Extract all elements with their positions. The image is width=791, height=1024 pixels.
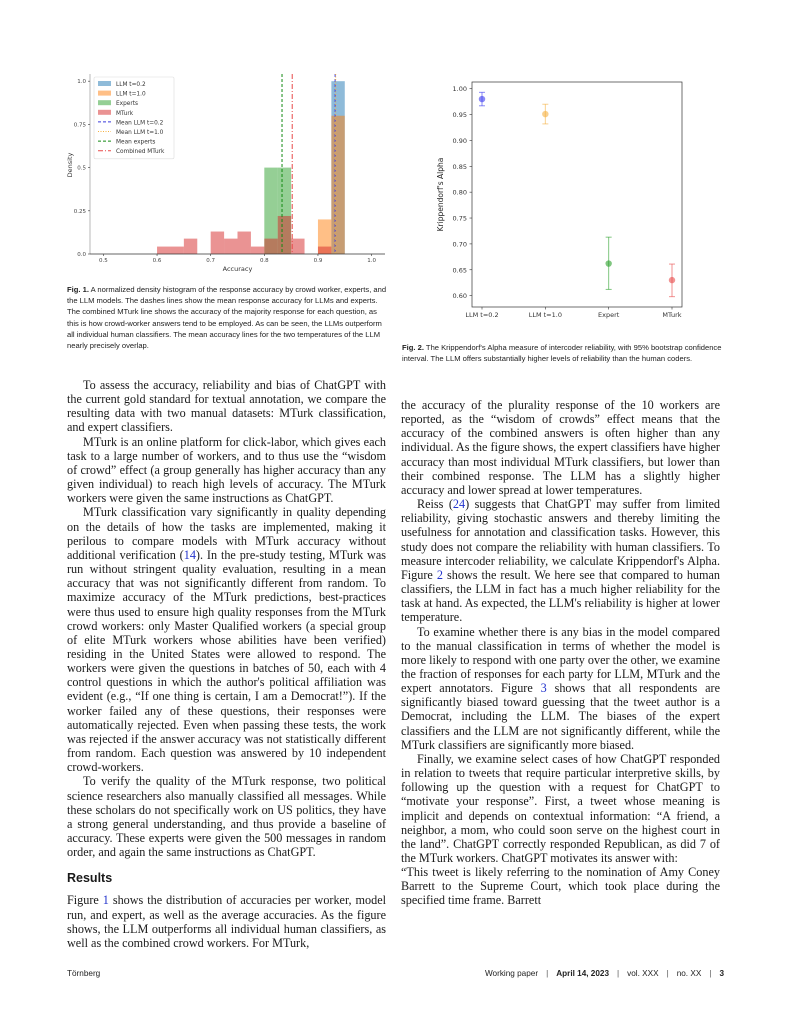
block-quote: “This tweet is likely referring to the nomination of Amy Coney Barrett to the Supreme Court, which took place during the specified time frame. Barrett bbox=[401, 865, 720, 908]
figure-2-caption-text: The Krippendorf's Alpha measure of intercoder reliability, with 95% bootstrap confidence interval. The LLM offers substantially higher levels of reliability than the human coders. bbox=[402, 343, 722, 364]
section-heading-results: Results bbox=[67, 871, 113, 886]
y-tick-label: 0.0 bbox=[77, 252, 86, 258]
histogram-bar bbox=[170, 247, 183, 254]
legend-swatch bbox=[98, 81, 111, 86]
text-span: To examine whether there is any bias in the model compared to the manual classification in terms of whether the model is more likely to respond with one party over the other, we examine the fraction of responses for each party for LLM, MTurk and the expert annotators. Figure bbox=[401, 624, 720, 696]
paragraph: To verify the quality of the MTurk response, two political science researchers also manually classified all messages. While these scholars do not specifically work on US politics, they have a strong general understanding, and thus provide a baseline of accuracy. These experts were given the 500 messages in random order, and again the same instructions as ChatGPT. bbox=[67, 774, 386, 860]
histogram-bar bbox=[318, 247, 331, 254]
footer-volume: vol. XXX bbox=[627, 969, 659, 978]
right-column bbox=[401, 398, 720, 908]
legend-swatch bbox=[98, 110, 111, 115]
text-span: shows the result. We here see that compared to human classifiers, the LLM in fact has a much higher reliability for the task at hand. As expected, the LLM's reliability is higher at lower temperature. bbox=[401, 567, 720, 625]
figure-2-label: Fig. 2. bbox=[402, 343, 424, 352]
legend-label: LLM t=1.0 bbox=[116, 91, 146, 98]
paragraph bbox=[401, 497, 720, 624]
plot-frame bbox=[472, 82, 682, 307]
citation-link[interactable]: 24 bbox=[452, 497, 466, 512]
text-span: shows that all respondents are significantly biased toward guessing that the tweet author is a Democrat, including the LLM. The biases of the expert classifiers and the LLM are not significantly different, while the MTurk classifiers are significantly more biased. bbox=[401, 681, 720, 752]
left-column bbox=[67, 378, 386, 950]
paragraph bbox=[401, 625, 720, 752]
x-tick-label: 0.5 bbox=[99, 258, 108, 264]
y-tick-label: 0.65 bbox=[452, 266, 467, 275]
text-span: ) suggests that ChatGPT may suffer from limited reliability, giving stochastic answers and thereby limiting the usefulness for annotation and classification tasks. However, this study does not compare the reliability with human classifiers. To measure intercoder reliability, we calculate Krippendorf's Alpha. Figure bbox=[401, 497, 720, 582]
text-span: MTurk classification vary significantly in quality depending on the details of how the tasks are implemented, making it perilous to compare models with MTurk accuracy without additional verification ( bbox=[67, 505, 386, 562]
data-point bbox=[669, 277, 675, 283]
histogram-bar bbox=[251, 247, 264, 254]
legend-label: LLM t=0.2 bbox=[116, 82, 146, 88]
x-tick-label: Expert bbox=[598, 311, 620, 319]
histogram-bar bbox=[331, 116, 344, 254]
x-tick-label: MTurk bbox=[662, 311, 682, 319]
paragraph: MTurk is an online platform for click-labor, which gives each task to a large number of workers, and to thus use the “wisdom of crowd” effect (a group generally has higher accuracy than any given individual) to reach high levels of accuracy. The MTurk workers were given the same instructions as ChatGPT. bbox=[67, 434, 386, 506]
histogram-bar bbox=[278, 216, 291, 254]
y-tick-label: 0.25 bbox=[73, 208, 86, 215]
text-span: shows the distribution of accuracies per worker, model run, and expert, as well as the average accuracies. As the figure shows, the LLM outperforms all individual human classifiers, as well as the combined crowd workers. For MTurk, bbox=[67, 893, 386, 950]
figure-2-caption bbox=[402, 342, 724, 364]
figure-link[interactable]: 3 bbox=[540, 681, 547, 696]
footer-separator: | bbox=[546, 969, 549, 978]
y-axis-label: Density bbox=[66, 152, 74, 178]
footer-journal: Working paper bbox=[484, 969, 539, 978]
paragraph bbox=[67, 505, 386, 774]
text-span: ). In the pre-study testing, MTurk was run without stringent quality evaluation, resulting in a mean accuracy that was not significantly different from random. To maximize accuracy of the MTurk predictions, best-practices were thus used to ensure high quality responses from the MTurk crowd workers: only Master Qualified workers (a special group of elite MTurk workers whose abilities have been verified) residing in the United States were allowed to respond. The workers were given the questions in batches of 50, each with 4 control questions in which the author's political affiliation was evident (e.g., “If one thing is certain, I am a Democrat!”). If the worker failed any of these questions, their responses were automatically rejected. Even when passing these tests, the work was rejected if the answer accuracy was not statistically different from random. Each question was answered by 10 independent crowd-workers. bbox=[67, 547, 386, 775]
y-tick-label: 0.80 bbox=[452, 188, 467, 197]
footer-separator: | bbox=[617, 969, 620, 978]
legend-label: Mean experts bbox=[116, 139, 156, 146]
figure-1-caption bbox=[67, 284, 389, 351]
legend-swatch bbox=[98, 100, 111, 105]
histogram-bar bbox=[264, 239, 277, 254]
y-tick-label: 0.60 bbox=[452, 292, 467, 301]
x-tick-label: 0.8 bbox=[259, 258, 269, 264]
y-tick-label: 1.0 bbox=[77, 79, 86, 86]
histogram-bar bbox=[224, 239, 237, 254]
x-axis-label: Accuracy bbox=[222, 265, 253, 273]
y-tick-label: 0.5 bbox=[77, 165, 86, 172]
paragraph: To assess the accuracy, reliability and bias of ChatGPT with the current gold standard for textual annotation, we compare the resulting data with two manual datasets: MTurk classification, and expert classifiers. bbox=[67, 378, 386, 435]
figure-link[interactable]: 2 bbox=[436, 567, 443, 582]
figure-1-histogram bbox=[60, 72, 390, 282]
footer-date: April 14, 2023 bbox=[556, 969, 610, 978]
x-tick-label: 0.7 bbox=[206, 258, 216, 264]
legend-label: Experts bbox=[116, 101, 139, 108]
footer-page: 3 bbox=[719, 969, 724, 978]
figure-1-label: Fig. 1. bbox=[67, 285, 89, 294]
footer-number: no. XX bbox=[676, 969, 702, 978]
legend-label: Mean LLM t=0.2 bbox=[116, 120, 164, 127]
footer-separator: | bbox=[709, 969, 712, 978]
figure-1-caption-text: A normalized density histogram of the response accuracy by crowd worker, experts, and the LLM models. The dashes lines show the mean response accuracy for LLMs and experts. The combined MTurk line shows the accuracy of the majority response for each question, as this is how crowd-worker answers tend to be employed. As can be seen, the LLMs outperform all individual human classifiers. The mean accuracy lines for the two temperatures of the LLM nearly precisely overlap. bbox=[67, 285, 387, 351]
citation-link[interactable]: 14 bbox=[183, 547, 196, 562]
histogram-bar bbox=[157, 247, 170, 254]
figure-2-errorbar bbox=[430, 76, 690, 326]
x-tick-label: LLM t=0.2 bbox=[465, 311, 499, 319]
paragraph: the accuracy of the plurality response of the 10 workers are reported, as the “wisdom of crowds” effect means that the accuracy of the combined answers is often higher than any individual. As the figure shows, the expert classifiers have higher accuracy than most individual MTurk classifiers, but lower than their combined response. The LLM has a slightly higher accuracy and lower spread at lower temperatures. bbox=[401, 398, 720, 497]
x-tick-label: 0.6 bbox=[152, 258, 162, 264]
footer-author: Törnberg bbox=[67, 969, 101, 978]
legend-label: MTurk bbox=[116, 110, 134, 117]
legend-label: Combined MTurk bbox=[116, 149, 165, 156]
data-point bbox=[542, 111, 548, 117]
paragraph: Finally, we examine select cases of how ChatGPT responded in relation to tweets that require particular interpretive skills, by following up the question with a request for ChatGPT to “motivate your response”. First, a tweet whose meaning is implicit and depends on contextual information: “A friend, a neighbor, a mom, who could soon serve on the highest court in the land”. ChatGPT correctly responded Republican, as did 7 of the MTurk workers. ChatGPT motivates its answer with: bbox=[401, 751, 720, 865]
histogram-bar bbox=[291, 239, 304, 254]
data-point bbox=[605, 260, 611, 266]
histogram-bar bbox=[184, 239, 197, 254]
y-tick-label: 0.95 bbox=[452, 111, 467, 120]
y-tick-label: 0.75 bbox=[452, 214, 467, 223]
y-tick-label: 0.85 bbox=[452, 162, 467, 171]
y-tick-label: 0.70 bbox=[452, 240, 467, 249]
footer-separator: | bbox=[666, 969, 669, 978]
histogram-bar bbox=[211, 232, 224, 254]
legend-label: Mean LLM t=1.0 bbox=[116, 130, 164, 136]
y-tick-label: 0.90 bbox=[452, 136, 467, 145]
legend-box bbox=[94, 77, 174, 159]
x-tick-label: 1.0 bbox=[367, 258, 376, 264]
text-span: Reiss ( bbox=[417, 497, 453, 512]
histogram-bar bbox=[238, 232, 251, 254]
data-point bbox=[479, 96, 485, 102]
figure-link[interactable]: 1 bbox=[102, 893, 109, 908]
y-axis-label: Krippendorf's Alpha bbox=[436, 157, 445, 232]
text-span: Figure bbox=[67, 893, 103, 908]
y-tick-label: 0.75 bbox=[73, 122, 86, 129]
y-tick-label: 1.00 bbox=[452, 85, 467, 94]
legend-swatch bbox=[98, 91, 111, 96]
paragraph bbox=[67, 893, 386, 950]
x-tick-label: 0.9 bbox=[313, 258, 323, 264]
footer-info bbox=[485, 969, 724, 978]
x-tick-label: LLM t=1.0 bbox=[528, 311, 562, 319]
